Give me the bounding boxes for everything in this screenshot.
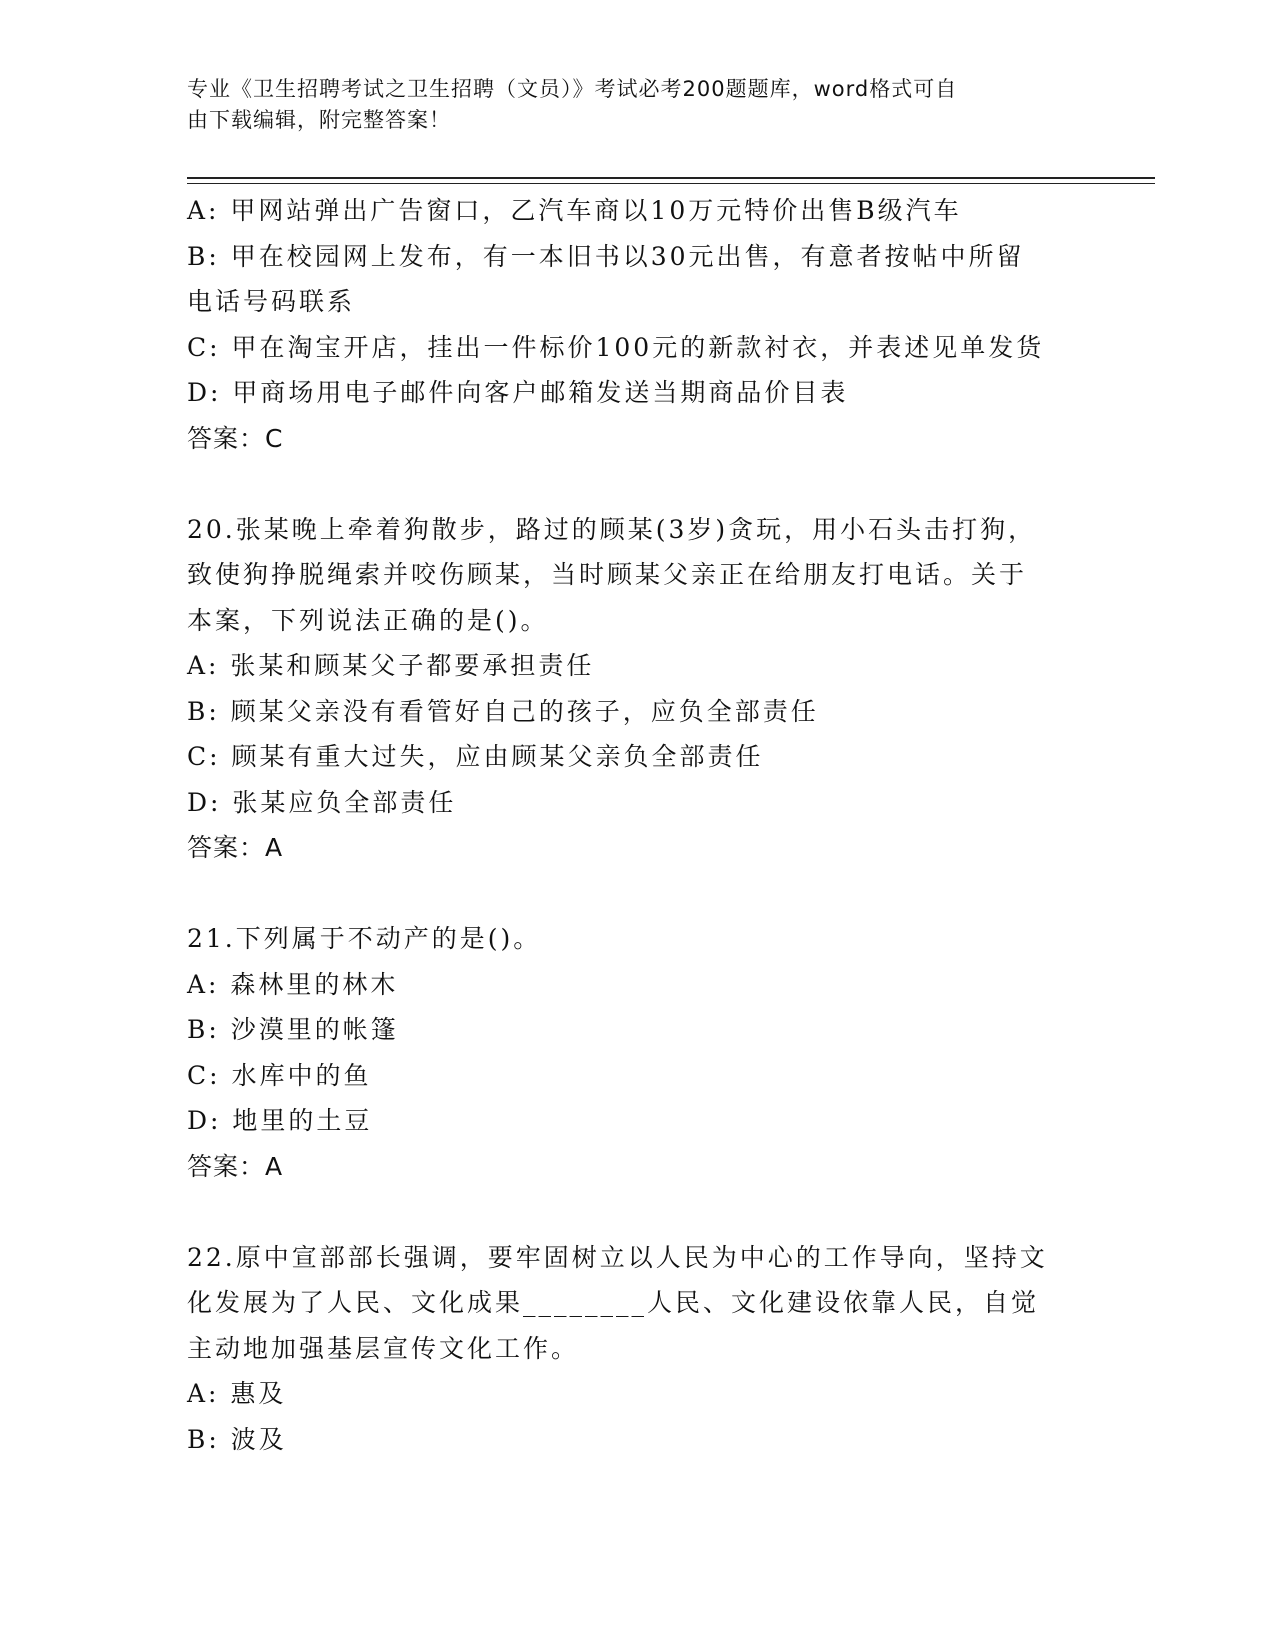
q20-stem-line-2: 致使狗挣脱绳索并咬伤顾某，当时顾某父亲正在给朋友打电话。关于 [187, 560, 1028, 589]
question-spacer [187, 461, 1087, 507]
question-20-block [187, 507, 1087, 871]
q21-option-b: B: 沙漠里的帐篷 [187, 1015, 399, 1044]
q20-option-b: B: 顾某父亲没有看管好自己的孩子，应负全部责任 [187, 696, 819, 726]
q21-answer: 答案：A [187, 1151, 284, 1181]
q20-option-a: A: 张某和顾某父子都要承担责任 [187, 651, 595, 680]
question-21-block [187, 916, 1087, 1189]
document-header [187, 74, 1067, 136]
q20-option-d: D: 张某应负全部责任 [187, 787, 457, 817]
q19-option-c: C: 甲在淘宝开店，挂出一件标价100元的新款衬衣，并表述见单发货 [187, 332, 1045, 362]
q20-option-c: C: 顾某有重大过失，应由顾某父亲负全部责任 [187, 742, 764, 771]
q21-option-a: A: 森林里的林木 [187, 969, 399, 999]
q22-option-b: B: 波及 [187, 1424, 287, 1454]
header-line-1: 专业《卫生招聘考试之卫生招聘（文员）》考试必考200题题库，word格式可自 [187, 77, 958, 101]
q19-option-b-line-1: B: 甲在校园网上发布，有一本旧书以30元出售，有意者按帖中所留 [187, 241, 1025, 271]
question-spacer [187, 1189, 1087, 1235]
header-divider-thick [187, 177, 1155, 179]
q22-stem-line-3: 主动地加强基层宣传文化工作。 [187, 1333, 580, 1363]
q22-option-a: A: 惠及 [187, 1379, 287, 1408]
q20-stem-line-3: 本案，下列说法正确的是()。 [187, 605, 549, 635]
q19-option-a: A: 甲网站弹出广告窗口，乙汽车商以10万元特价出售B级汽车 [187, 196, 962, 225]
header-line-2: 由下载编辑，附完整答案！ [187, 108, 451, 132]
q21-stem-line-1: 21.下列属于不动产的是()。 [187, 924, 542, 953]
q19-answer: 答案：C [187, 423, 284, 453]
q20-answer: 答案：A [187, 833, 284, 862]
q22-stem-line-2: 化发展为了人民、文化成果________人民、文化建设依靠人民，自觉 [187, 1288, 1040, 1317]
q22-stem-line-1: 22.原中宣部部长强调，要牢固树立以人民为中心的工作导向，坚持文 [187, 1242, 1048, 1272]
question-19-block [187, 188, 1087, 461]
q19-option-b-line-2: 电话号码联系 [187, 287, 356, 316]
question-list [187, 188, 1087, 1462]
q20-stem-line-1: 20.张某晚上牵着狗散步，路过的顾某(3岁)贪玩，用小石头击打狗， [187, 514, 1037, 544]
q19-option-d: D: 甲商场用电子邮件向客户邮箱发送当期商品价目表 [187, 378, 849, 407]
q21-option-d: D: 地里的土豆 [187, 1106, 373, 1135]
question-spacer [187, 871, 1087, 917]
q21-option-c: C: 水库中的鱼 [187, 1060, 372, 1090]
header-divider-thin [187, 183, 1155, 184]
question-22-block [187, 1235, 1087, 1463]
